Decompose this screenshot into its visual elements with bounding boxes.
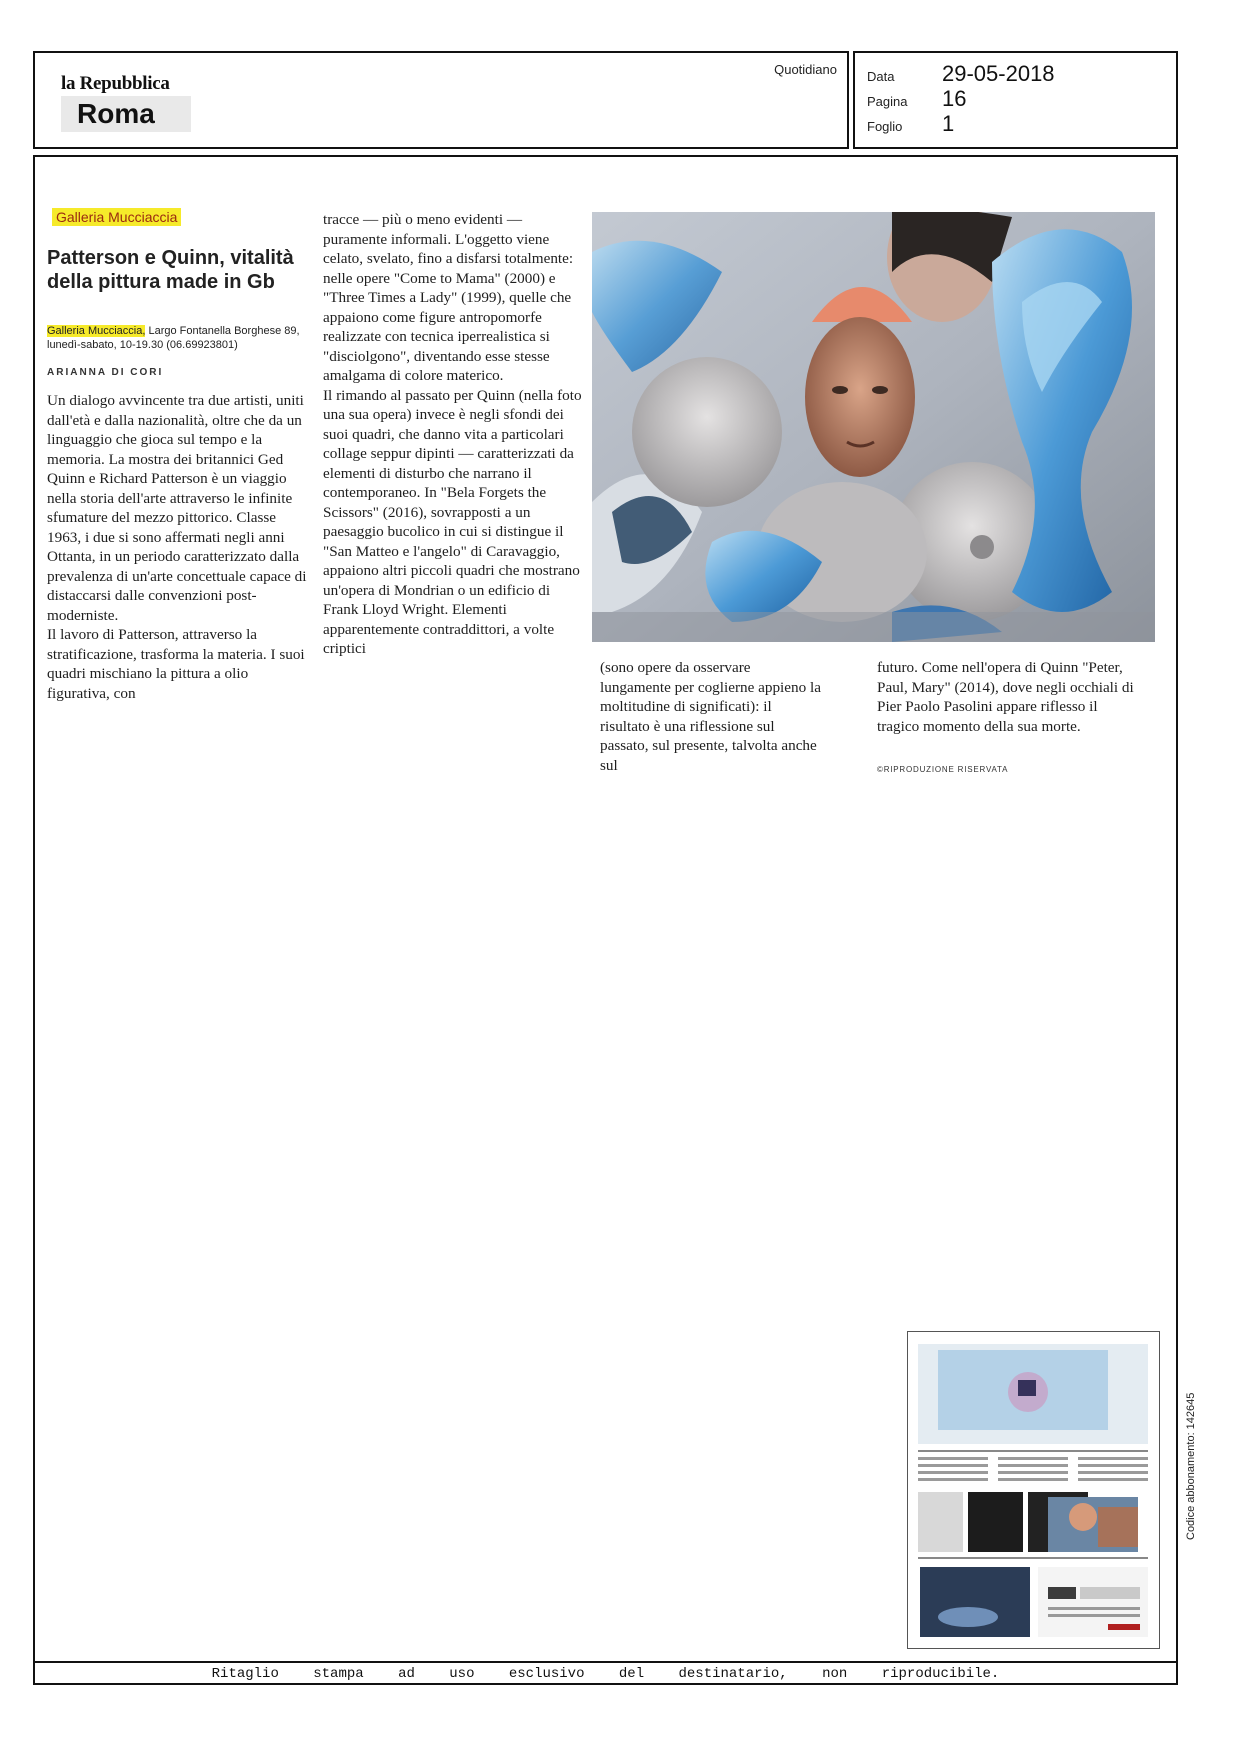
meta-value: 1 xyxy=(942,111,955,136)
artwork-image xyxy=(592,212,1155,642)
page-thumbnail xyxy=(907,1331,1160,1649)
article-column-1 xyxy=(47,391,307,703)
newspaper-header xyxy=(33,51,849,149)
masthead xyxy=(61,73,191,132)
meta-label: Data xyxy=(867,69,895,84)
article-column-3 xyxy=(600,658,825,775)
artwork-photo xyxy=(592,212,1155,642)
clipping-footer xyxy=(33,1661,1178,1685)
paragraph: Il rimando al passato per Quinn (nella foto una sua opera) invece è negli sfondi dei suoi quadri, che danno vita a particolari collage seppur dipinti — caratterizzati da elementi di disturbo che narrano il contemporaneo. In "Bela Forgets the Scissors" (2016), sovrapposti a un paesaggio bucolico in cui si distingue il "San Matteo e l'angelo" di Caravaggio, appaiono altri piccoli quadri che mostrano un'opera di Mondrian o un edificio di Frank Lloyd Wright. Elementi apparentemente contraddittori, a volte criptici xyxy=(323,386,582,657)
paragraph: (sono opere da osservare lungamente per coglierne appieno la moltitudine di significati): il risultato è una riflessione sul passato, sul presente, talvolta anche sul xyxy=(600,659,821,774)
article-byline: ARIANNA DI CORI xyxy=(47,367,164,378)
meta-value: 16 xyxy=(942,86,967,111)
paragraph: futuro. Come nell'opera di Quinn "Peter, Paul, Mary" (2014), dove negli occhiali di Pier Paolo Pasolini appare riflesso il tragico momento della sua morte. xyxy=(877,659,1134,735)
masthead-edition: Roma xyxy=(61,96,191,132)
masthead-title: la Repubblica xyxy=(61,73,170,94)
page-thumbnail-image xyxy=(908,1332,1159,1648)
article-column-4 xyxy=(877,658,1139,736)
copyright-notice: ©RIPRODUZIONE RISERVATA xyxy=(877,765,1009,774)
venue-name: Galleria Mucciaccia, xyxy=(47,325,146,337)
meta-label: Pagina xyxy=(867,94,908,109)
article-kicker: Galleria Mucciaccia xyxy=(52,208,181,226)
venue-details: Largo Fontanella Borghese 89, lunedì-sabato, 10-19.30 (06.69923801) xyxy=(47,325,300,351)
publication-type: Quotidiano xyxy=(774,62,837,77)
paragraph: tracce — più o meno evidenti — puramente informali. L'oggetto viene celato, svelato, fino a disfarsi totalmente: nelle opere "Come to Mama" (2000) e "Three Times a Lady" (1999), quelle che appaiono come figure antropomorfe realizzate con tecnica iperrealistica si "disciolgono", diventando esse stesse amalgama di colore materico. xyxy=(323,211,574,384)
article-column-2 xyxy=(323,210,585,659)
article-headline: Patterson e Quinn, vitalità della pittura made in Gb xyxy=(47,247,294,293)
exhibition-info xyxy=(47,324,309,352)
subscription-code: Codice abbonamento: 142645 xyxy=(1185,1392,1197,1540)
clipping-meta-box xyxy=(853,51,1178,149)
paragraph: Un dialogo avvincente tra due artisti, uniti dall'età e dalla nazionalità, oltre che da un linguaggio che gioca sul tempo e la memoria. La mostra dei britannici Ged Quinn e Richard Patterson è un viaggio nella storia dell'arte attraverso le infinite sfumature del mezzo pittorico. Classe 1963, i due si sono affermati negli anni Ottanta, in un periodo caratterizzato dalla prevalenza di un'arte concettuale capace di distaccarsi dalle convenzioni post-moderniste. xyxy=(47,392,307,624)
meta-value: 29-05-2018 xyxy=(942,61,1055,86)
paragraph: Il lavoro di Patterson, attraverso la stratificazione, trasforma la materia. I suoi quadri mischiano la pittura a olio figurativa, con xyxy=(47,626,305,702)
meta-label: Foglio xyxy=(867,119,903,134)
footer-notice: Ritaglio stampa ad uso esclusivo del destinatario, non riproducibile. xyxy=(211,1666,1000,1682)
